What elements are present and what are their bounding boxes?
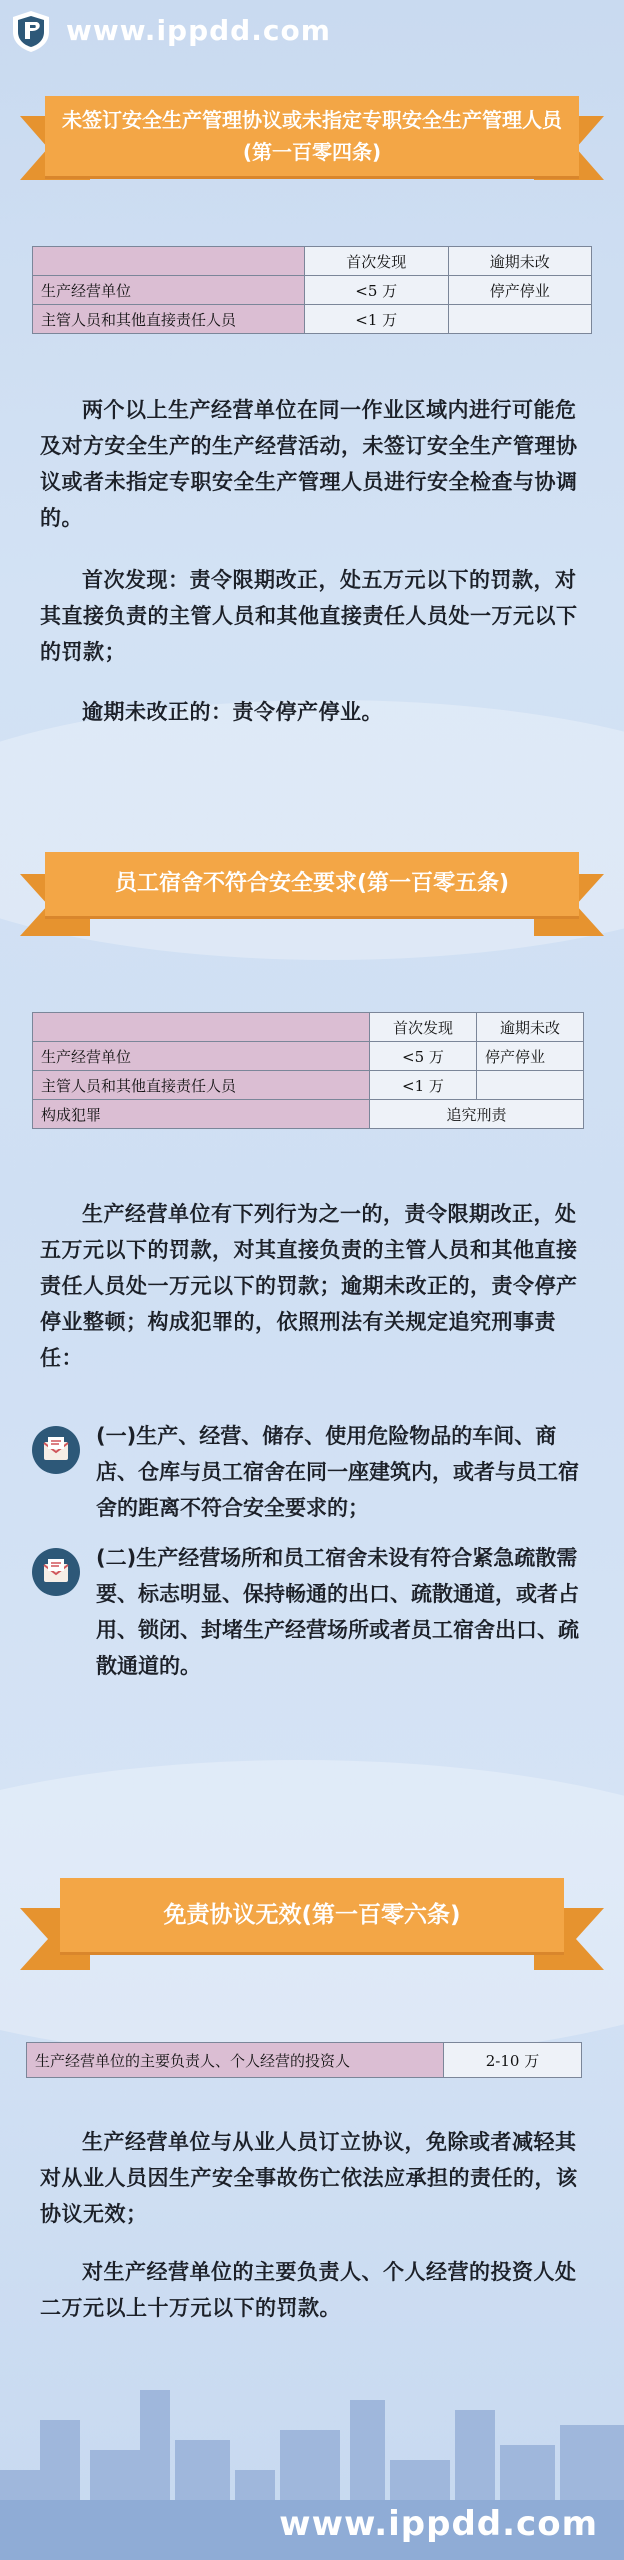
section2-title: 员工宿舍不符合安全要求(第一百零五条)	[45, 852, 579, 916]
table-header-overdue: 逾期未改	[477, 1013, 584, 1042]
section2-banner	[0, 840, 624, 950]
section3-paragraph: 对生产经营单位的主要负责人、个人经营的投资人处二万元以上十万元以下的罚款。	[40, 2260, 577, 2320]
table-cell-criminal-liability: 追究刑责	[370, 1100, 584, 1129]
mail-icon	[32, 1426, 80, 1474]
table-cell: 生产经营单位	[33, 1042, 370, 1071]
table-cell	[448, 305, 592, 334]
header-site[interactable]: www.ippdd.com	[66, 14, 331, 47]
table-cell: 主管人员和其他直接责任人员	[33, 305, 305, 334]
section3-table	[26, 2042, 582, 2078]
table-header-overdue: 逾期未改	[448, 247, 592, 276]
section1-banner	[0, 86, 624, 186]
table-cell: <5 万	[305, 276, 449, 305]
table-header-first: 首次发现	[305, 247, 449, 276]
section1-title-line2: (第一百零四条)	[242, 140, 382, 164]
footer-site[interactable]: www.ippdd.com	[279, 2504, 598, 2544]
table-cell-crime: 构成犯罪	[33, 1100, 370, 1129]
table-header-empty	[33, 247, 305, 276]
table-cell-fine: 2-10 万	[444, 2043, 582, 2078]
logo-icon	[8, 8, 54, 54]
table-header-empty	[33, 1013, 370, 1042]
table-cell: 停产停业	[448, 276, 592, 305]
table-cell: 停产停业	[477, 1042, 584, 1071]
section3-title: 免责协议无效(第一百零六条)	[60, 1878, 564, 1952]
section1-paragraph: 逾期未改正的：责令停产停业。	[82, 700, 383, 724]
section1-title-line1: 未签订安全生产管理协议或未指定专职安全生产管理人员	[62, 108, 562, 132]
section2-table	[32, 1012, 584, 1129]
mail-icon	[32, 1548, 80, 1596]
table-cell: <5 万	[370, 1042, 477, 1071]
table-cell: <1 万	[305, 305, 449, 334]
section1-paragraph: 两个以上生产经营单位在同一作业区域内进行可能危及对方安全生产的生产经营活动，未签订安全生产管理协议或者未指定专职安全生产管理人员进行安全检查与协调的。	[40, 398, 578, 530]
table-cell: <1 万	[370, 1071, 477, 1100]
section3-paragraph: 生产经营单位与从业人员订立协议，免除或者减轻其对从业人员因生产安全事故伤亡依法应承担的责任的，该协议无效；	[40, 2130, 578, 2226]
section2-intro: 生产经营单位有下列行为之一的，责令限期改正，处五万元以下的罚款，对其直接负责的主管人员和其他直接责任人员处一万元以下的罚款；逾期未改正的，责令停产停业整顿；构成犯罪的，依照刑法有关规定追究刑事责任：	[40, 1202, 578, 1370]
list-item: (一)生产、经营、储存、使用危险物品的车间、商店、仓库与员工宿舍在同一座建筑内，或者与员工宿舍的距离不符合安全要求的；	[96, 1424, 579, 1520]
table-cell: 生产经营单位的主要负责人、个人经营的投资人	[27, 2043, 444, 2078]
table-cell	[477, 1071, 584, 1100]
list-item: (二)生产经营场所和员工宿舍未设有符合紧急疏散需要、标志明显、保持畅通的出口、疏散通道，或者占用、锁闭、封堵生产经营场所或者员工宿舍出口、疏散通道的。	[96, 1546, 579, 1678]
section1-paragraph: 首次发现：责令限期改正，处五万元以下的罚款，对其直接负责的主管人员和其他直接责任人员处一万元以下的罚款；	[40, 568, 578, 664]
table-cell: 生产经营单位	[33, 276, 305, 305]
section1-table	[32, 246, 592, 334]
table-cell: 主管人员和其他直接责任人员	[33, 1071, 370, 1100]
table-header-first: 首次发现	[370, 1013, 477, 1042]
section3-banner	[0, 1870, 624, 1980]
